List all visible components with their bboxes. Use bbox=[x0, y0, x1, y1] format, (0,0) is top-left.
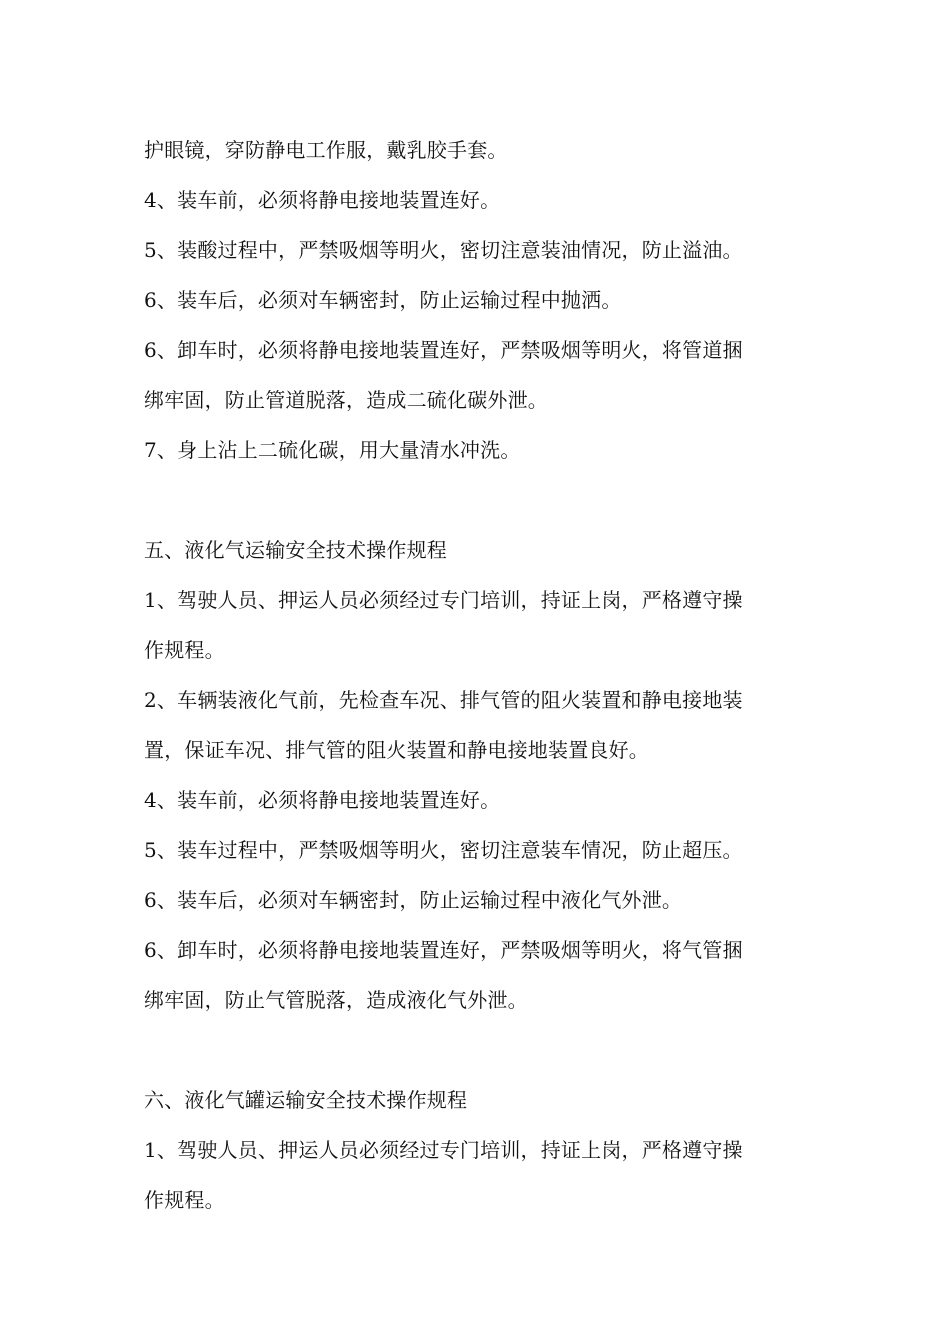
paragraph-line: 6、卸车时，必须将静电接地装置连好，严禁吸烟等明火，将气管捆 bbox=[144, 938, 743, 962]
paragraph-line: 作规程。 bbox=[144, 1188, 225, 1212]
paragraph-line: 6、装车后，必须对车辆密封，防止运输过程中抛洒。 bbox=[144, 288, 622, 312]
paragraph-line: 1、驾驶人员、押运人员必须经过专门培训，持证上岗，严格遵守操 bbox=[144, 1138, 743, 1162]
paragraph-line: 护眼镜，穿防静电工作服，戴乳胶手套。 bbox=[144, 138, 508, 162]
section-heading: 五、液化气运输安全技术操作规程 bbox=[144, 538, 447, 562]
paragraph-line: 绑牢固，防止管道脱落，造成二硫化碳外泄。 bbox=[144, 388, 548, 412]
blank-line bbox=[144, 482, 824, 532]
paragraph-line: 6、卸车时，必须将静电接地装置连好，严禁吸烟等明火，将管道捆 bbox=[144, 338, 743, 362]
paragraph-line: 1、驾驶人员、押运人员必须经过专门培训，持证上岗，严格遵守操 bbox=[144, 588, 743, 612]
paragraph-line: 2、车辆装液化气前，先检查车况、排气管的阻火装置和静电接地装 bbox=[144, 688, 743, 712]
paragraph-line: 7、身上沾上二硫化碳，用大量清水冲洗。 bbox=[144, 438, 521, 462]
paragraph-line: 4、装车前，必须将静电接地装置连好。 bbox=[144, 788, 501, 812]
document-body bbox=[144, 132, 824, 1232]
section-heading: 六、液化气罐运输安全技术操作规程 bbox=[144, 1088, 468, 1112]
paragraph-line: 5、装酸过程中，严禁吸烟等明火，密切注意装油情况，防止溢油。 bbox=[144, 238, 743, 262]
paragraph-line: 4、装车前，必须将静电接地装置连好。 bbox=[144, 188, 501, 212]
paragraph-line: 作规程。 bbox=[144, 638, 225, 662]
paragraph-line: 置，保证车况、排气管的阻火装置和静电接地装置良好。 bbox=[144, 738, 649, 762]
paragraph-line: 绑牢固，防止气管脱落，造成液化气外泄。 bbox=[144, 988, 528, 1012]
blank-line bbox=[144, 1032, 824, 1082]
paragraph-line: 5、装车过程中，严禁吸烟等明火，密切注意装车情况，防止超压。 bbox=[144, 838, 743, 862]
paragraph-line: 6、装车后，必须对车辆密封，防止运输过程中液化气外泄。 bbox=[144, 888, 683, 912]
